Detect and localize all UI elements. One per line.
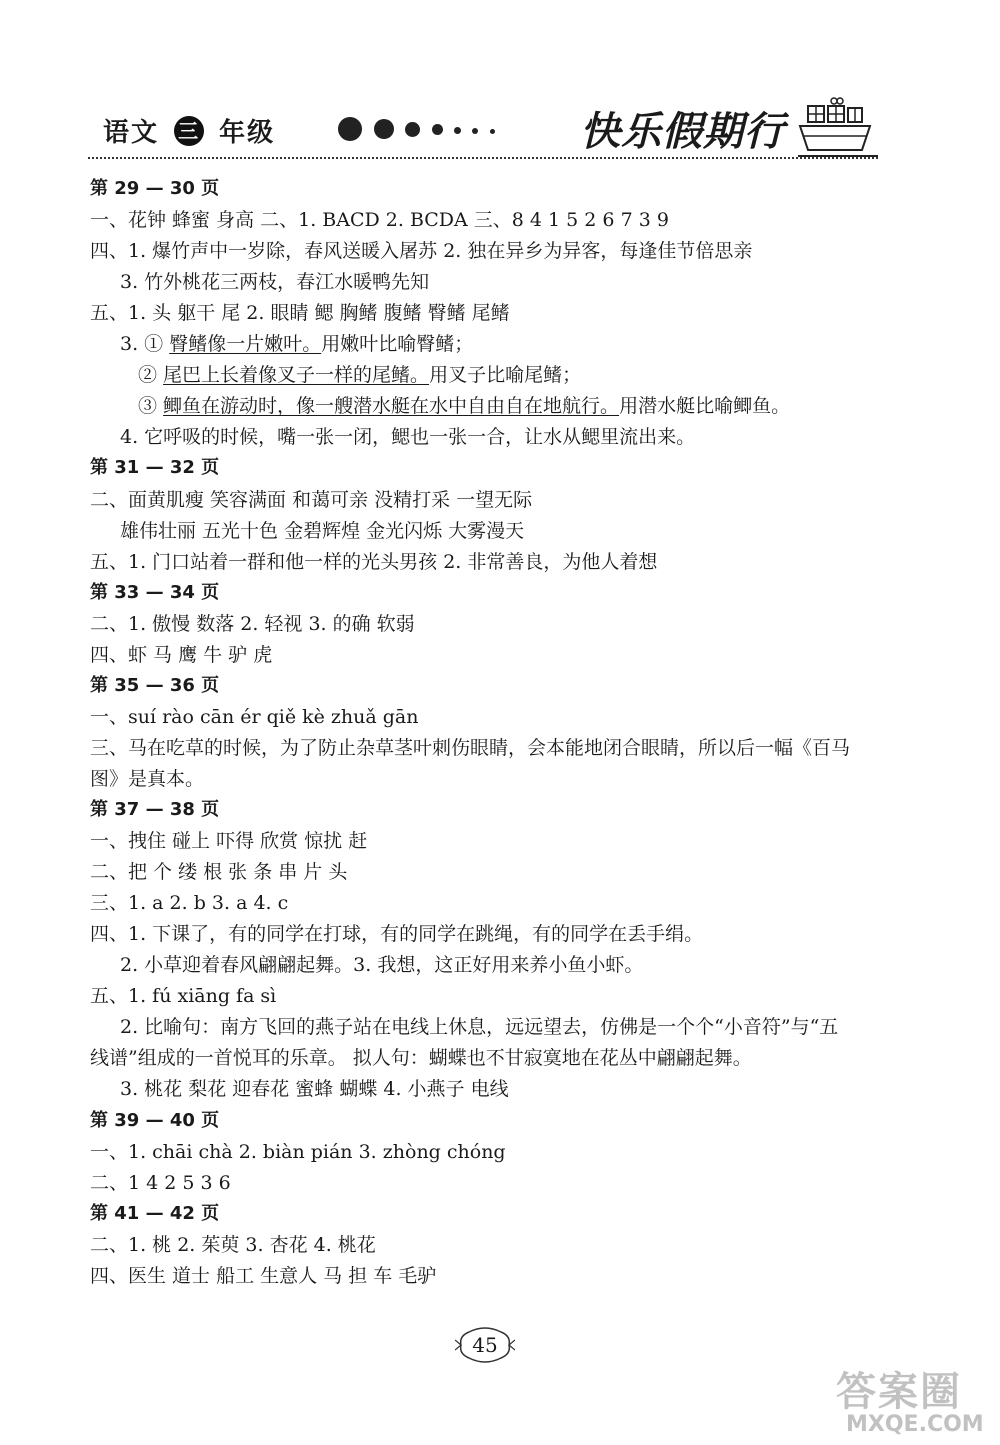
dot-icon <box>454 127 461 134</box>
answer-line <box>138 362 581 388</box>
answer-line: 雄伟壮丽 五光十色 金碧辉煌 金光闪烁 大雾漫天 <box>120 519 525 542</box>
answer-line: 五、1. fú xiāng fa sì <box>90 985 277 1008</box>
answer-line: 二、1. 傲慢 数落 2. 轻视 3. 的确 软弱 <box>90 612 415 635</box>
answer-line: 3. 竹外桃花三两枝，春江水暖鸭先知 <box>120 271 430 294</box>
brand-title: 快乐假期行 <box>580 109 785 155</box>
subject-label: 语文 <box>103 118 160 148</box>
underlined-sentence: 鲫鱼在游动时，像一艘潜水艇在水中自由自在地航行。 <box>163 395 620 418</box>
watermark-logo: 答案圈 <box>836 1369 962 1415</box>
answer-explanation: 用嫩叶比喻臀鳍； <box>321 333 474 356</box>
section-heading: 第 33 — 34 页 <box>90 581 220 603</box>
dot-icon <box>490 129 495 134</box>
underlined-sentence: 尾巴上长着像叉子一样的尾鳍。 <box>163 364 430 387</box>
answer-line: 二、1 4 2 5 3 6 <box>90 1171 231 1194</box>
answer-line: 图》是真本。 <box>90 767 205 790</box>
answer-line: 三、马在吃草的时候，为了防止杂草茎叶刺伤眼睛，会本能地闭合眼睛，所以后一幅《百马 <box>90 736 851 759</box>
answer-line: 一、suí rào cān ér qiě kè zhuǎ gān <box>90 705 419 728</box>
answer-line: 二、面黄肌瘦 笑容满面 和蔼可亲 没精打采 一望无际 <box>90 488 533 511</box>
gift-boat-icon <box>798 92 878 162</box>
answer-marker: ③ <box>138 395 164 418</box>
section-heading: 第 31 — 32 页 <box>90 457 220 479</box>
section-heading: 第 29 — 30 页 <box>90 178 220 199</box>
page-number <box>455 1326 515 1364</box>
answer-line: 四、1. 爆竹声中一岁除，春风送暖入屠苏 2. 独在异乡为异客，每逢佳节倍思亲 <box>90 240 753 263</box>
answer-explanation: 用潜水艇比喻鲫鱼。 <box>619 395 791 418</box>
answer-explanation: 用叉子比喻尾鳍； <box>429 364 582 387</box>
dot-icon <box>374 119 394 139</box>
subject-grade-label <box>103 112 275 149</box>
watermark-url: MXQE.COM <box>846 1412 984 1437</box>
section-heading: 第 37 — 38 页 <box>90 799 220 820</box>
answer-line: 五、1. 门口站着一群和他一样的光头男孩 2. 非常善良，为他人着想 <box>90 550 658 573</box>
answer-line: 2. 比喻句：南方飞回的燕子站在电线上休息，远远望去，仿佛是一个个“小音符”与“五 <box>120 1016 839 1039</box>
answer-line: 二、把 个 缕 根 张 条 串 片 头 <box>90 861 348 884</box>
answer-line: 一、1. chāi chà 2. biàn pián 3. zhòng chóng <box>90 1140 506 1163</box>
grade-label: 年级 <box>219 118 276 148</box>
answer-line: 二、1. 桃 2. 茱萸 3. 杏花 4. 桃花 <box>90 1233 376 1256</box>
answer-line: 2. 小草迎着春风翩翩起舞。3. 我想，这正好用来养小鱼小虾。 <box>120 954 644 977</box>
answer-line: 线谱”组成的一首悦耳的乐章。 拟人句：蝴蝶也不甘寂寞地在花丛中翩翩起舞。 <box>90 1047 752 1070</box>
answer-line: 四、医生 道士 船工 生意人 马 担 车 毛驴 <box>90 1264 437 1287</box>
answer-marker: ② <box>138 364 164 387</box>
section-heading: 第 41 — 42 页 <box>90 1202 220 1224</box>
section-heading: 第 39 — 40 页 <box>90 1109 220 1131</box>
dot-icon <box>432 124 443 135</box>
answer-line: 四、1. 下课了，有的同学在打球，有的同学在跳绳，有的同学在丢手绢。 <box>90 923 704 946</box>
answer-marker: 3. ① <box>120 333 170 356</box>
answer-line: 一、拽住 碰上 吓得 欣赏 惊扰 赶 <box>90 830 368 853</box>
section-heading: 第 35 — 36 页 <box>90 674 220 696</box>
grade-number-badge: 三 <box>174 116 204 146</box>
dot-icon <box>338 117 362 141</box>
header-divider <box>88 157 878 161</box>
underlined-sentence: 臀鳍像一片嫩叶。 <box>169 333 322 356</box>
answer-line: 三、1. a 2. b 3. a 4. c <box>90 892 289 915</box>
answer-line <box>138 393 790 419</box>
answer-line: 4. 它呼吸的时候，嘴一张一闭，鳃也一张一合，让水从鳃里流出来。 <box>120 426 696 449</box>
answer-line: 四、虾 马 鹰 牛 驴 虎 <box>90 643 273 666</box>
page-header <box>0 0 1000 175</box>
watermark <box>828 1360 988 1440</box>
answer-line <box>120 331 473 357</box>
answer-line: 3. 桃花 梨花 迎春花 蜜蜂 蝴蝶 4. 小燕子 电线 <box>120 1078 509 1101</box>
dot-icon <box>405 122 420 137</box>
dot-icon <box>472 128 478 134</box>
page-number-text: 45 <box>472 1333 498 1357</box>
answer-line: 五、1. 头 躯干 尾 2. 眼睛 鳃 胸鳍 腹鳍 臀鳍 尾鳍 <box>90 302 510 325</box>
answer-line: 一、花钟 蜂蜜 身高 二、1. BACD 2. BCDA 三、8 4 1 5 2 6 7 3 9 <box>90 209 669 232</box>
